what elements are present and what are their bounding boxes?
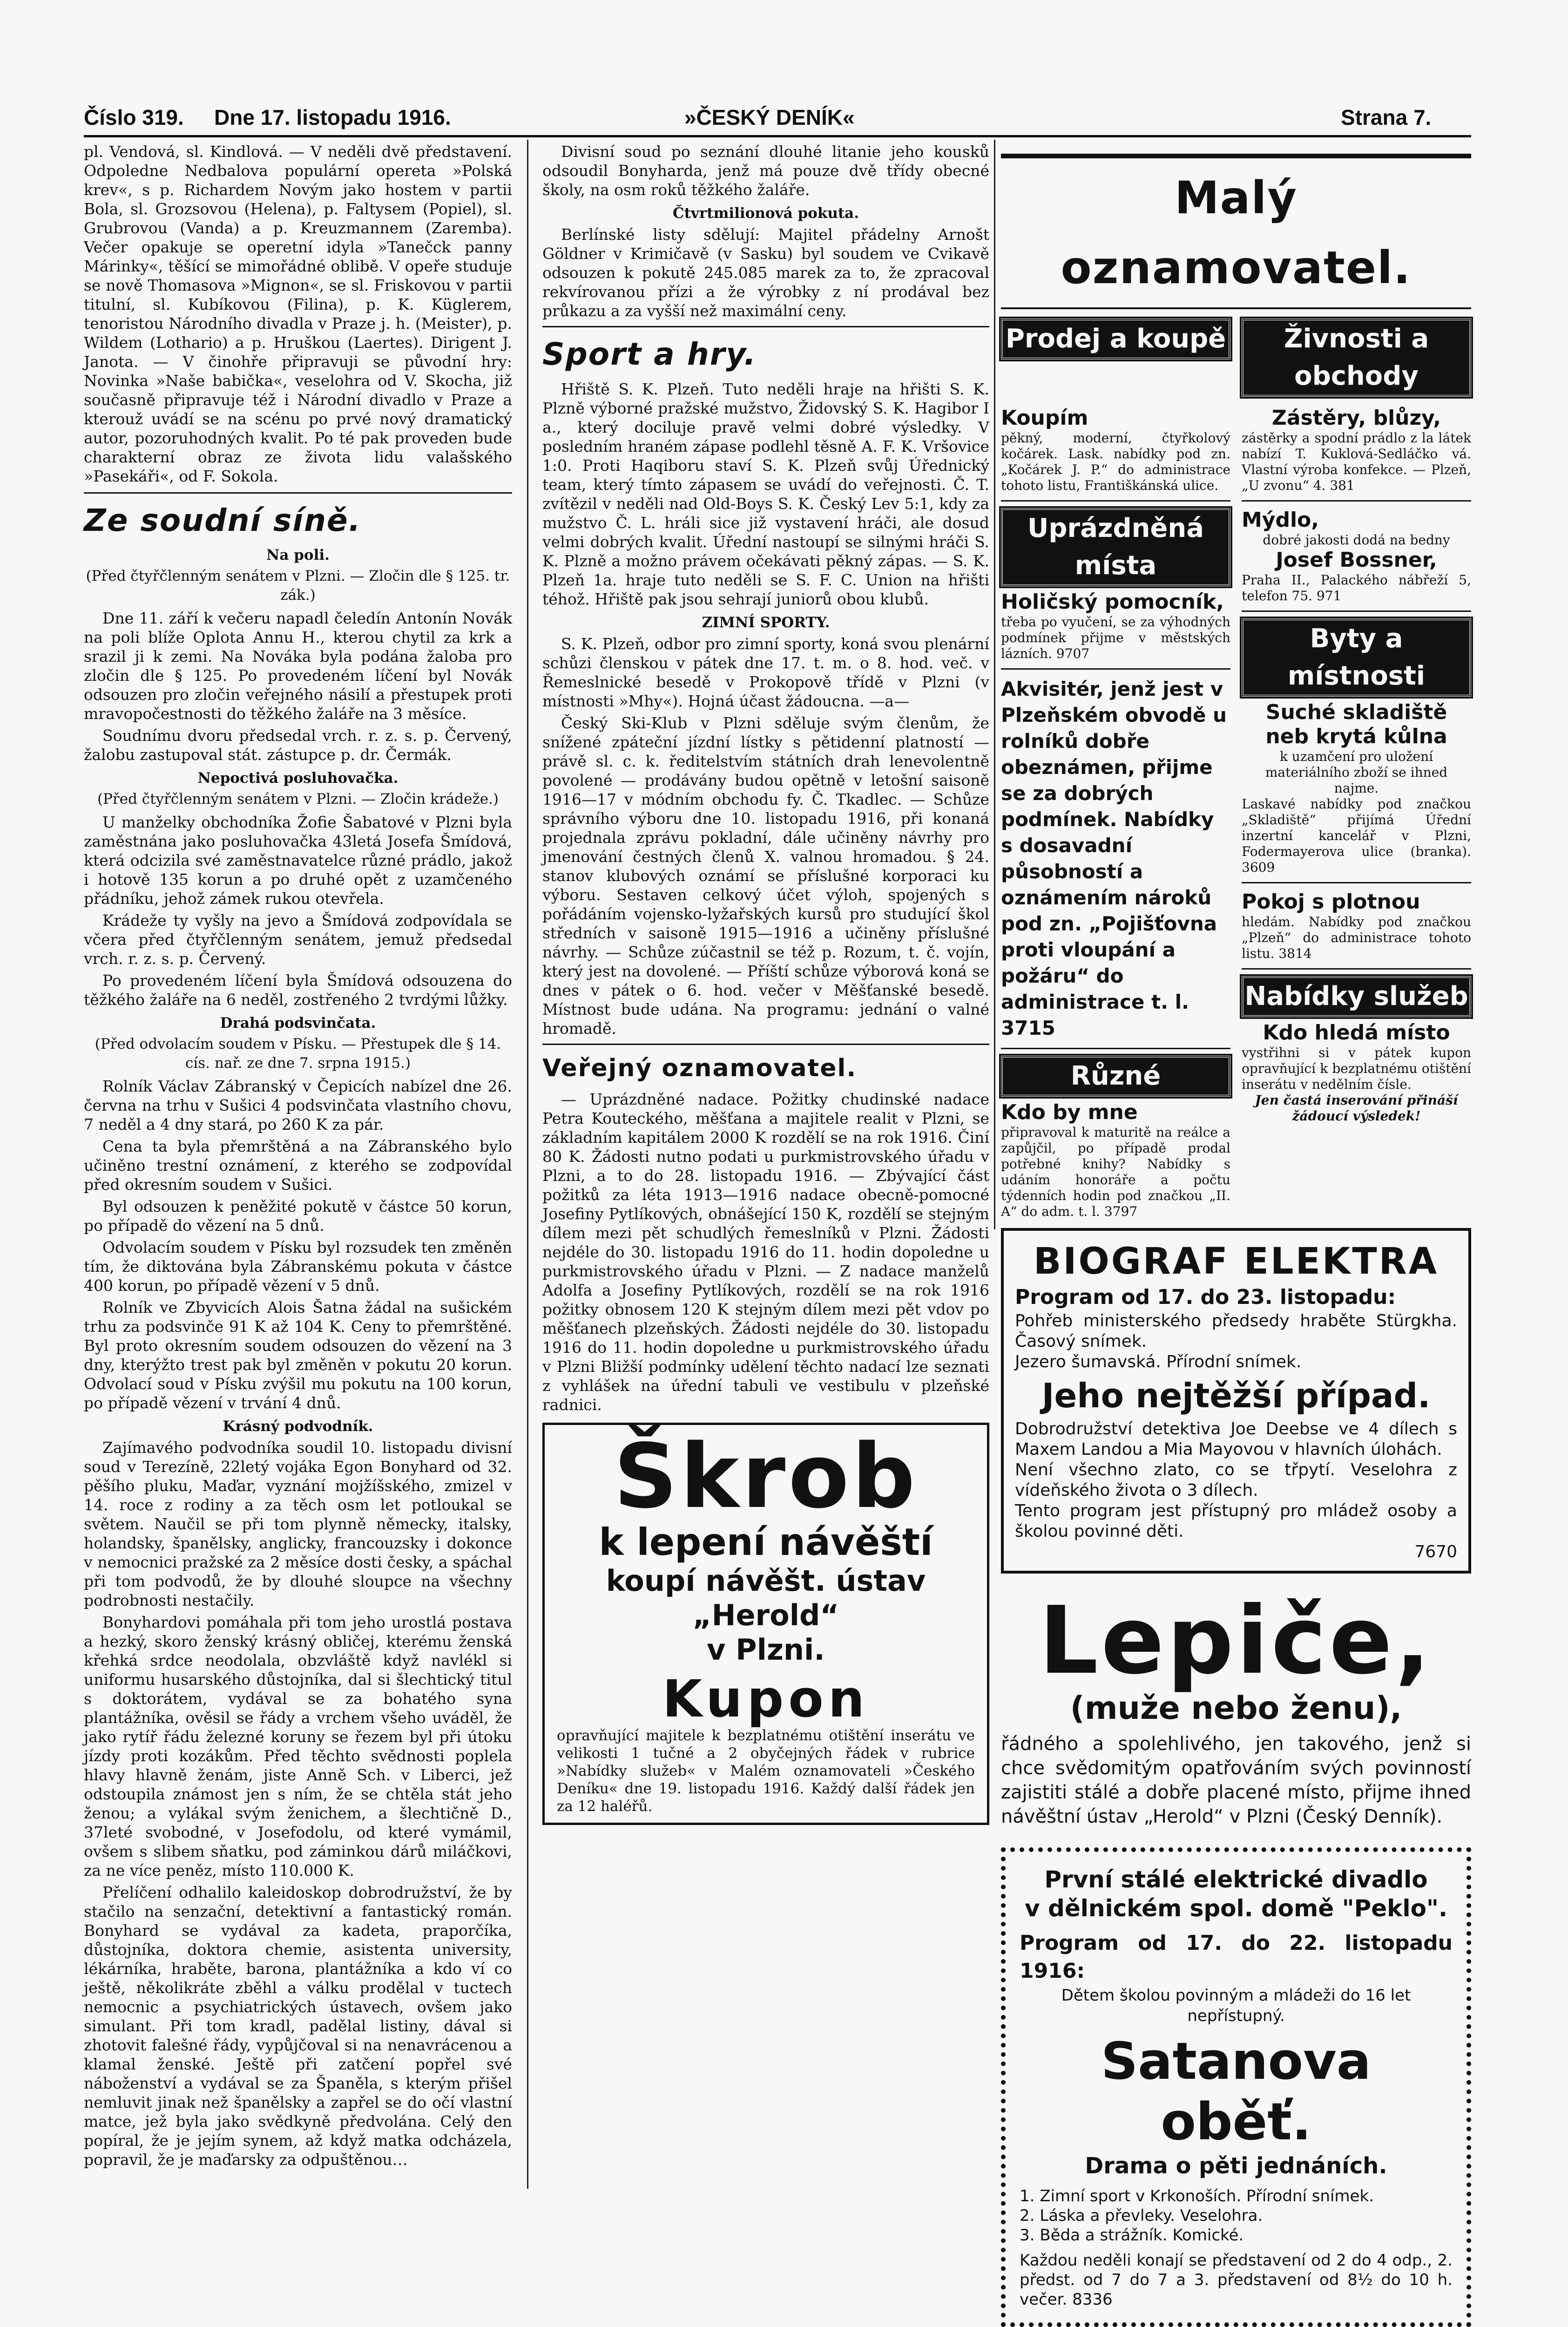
- article-text: Rolník ve Zbyvicích Alois Šatna žádal na sušickém trhu za podsvinče 91 K až 104 K. Ceny to přemrštěné. Byl proto okresním soudem odsouzen do vězení na 3 dny, kterýžto trest pak byl změněn v pokutu 20 korun. Odvolací soud v Písku zvýšil mu pokutu na 100 korun, po případě vězení v trvání 4 dnů.: [84, 1298, 512, 1412]
- lepice-title: Lepiče,: [1039, 1587, 1433, 1695]
- article-text: Berlínské listy sdělují: Majitel přádelny Arnošt Göldner v Krimičavě (v Sasku) byl soudem ve Cvikavě odsouzen k pokutě 245.085 marek za to, že zpracoval rekvírovanou přízi a že výrobky z ní prodával bez průkazu a za vyšší než maximální ceny.: [542, 225, 989, 320]
- divider: [1001, 500, 1230, 502]
- section-sport: Sport a hry.: [542, 336, 757, 372]
- category-bar: Prodej a koupě: [1001, 319, 1230, 360]
- classified-column: [1001, 406, 1230, 1220]
- header-rule: [84, 135, 1471, 137]
- article-title: Na poli.: [266, 547, 330, 563]
- divider: [1242, 882, 1471, 883]
- article-title: ZIMNÍ SPORTY.: [702, 614, 830, 631]
- article-text: Byl odsouzen k peněžité pokutě v částce 50 korun, po případě do vězení na 5 dnů.: [84, 1197, 512, 1235]
- divider: [1242, 968, 1471, 970]
- article-text: S. K. Plzeň, odbor pro zimní sporty, koná svou plenární schůzi členskou v pátek dne 17. t. m. o 8. hod. več. v Řemeslnické besedě v Prokopově třídě v Plzni (v místnosti »Mhy«). Hojná účast žádoucna. —a—: [542, 635, 989, 710]
- ad-kupon-title: Kupon: [662, 1669, 870, 1729]
- ad-heading: Josef Bossner,: [1276, 548, 1437, 572]
- ad-skrob-city: v Plzni.: [707, 1633, 825, 1667]
- article-text: Soudnímu dvoru předsedal vrch. r. z. s. p. Červený, žalobu zastupoval stát. zástupce p. dr. Čermák.: [84, 726, 512, 764]
- peklo-heading: První stálé elektrické divadlo: [1044, 1866, 1428, 1893]
- peklo-restriction: Dětem školou povinným a mládeži do 16 let nepřístupný.: [1061, 1986, 1411, 2025]
- peklo-program: Program od 17. do 22. listopadu 1916:: [1020, 1931, 1453, 1983]
- article-text: Rolník Václav Zábranský v Čepicích nabízel dne 26. června na trhu v Sušici 4 podsvinčata vlastního chovu, 7 neděl a 4 dny stará, po 260 K za pár.: [84, 1077, 512, 1133]
- peklo-list-item: 3. Běda a strážník. Komické.: [1020, 2226, 1244, 2245]
- biograf-item: Tento program jest přístupný pro mládež osoby a školou povinné děti.: [1015, 1501, 1457, 1541]
- peklo-list-item: 1. Zimní sport v Krkonoších. Přírodní snímek.: [1020, 2187, 1374, 2205]
- ad-text: Laskavé nabídky pod značkou „Skladiště“ přijímá Úřední inzertní kancelář v Plzni, Fodermayerova ulice (branka). 3609: [1242, 796, 1471, 875]
- article-title: Krásný podvodník.: [223, 1418, 373, 1435]
- biograf-feature: Jeho nejtěžší případ.: [1041, 1376, 1431, 1415]
- article-text: Přelíčení odhalilo kaleidoskop dobrodružství, že by stačilo na senzační, detektivní a fantastický román. Bonyhard se vydával za kadeta, praporčíka, důstojníka, doktora chemie, asistenta university, lékárníka, hraběte, barona, plantážníka a kdo ví co ještě, několikráte zběhl a válku prodělal v tuctech nemocnic a psychiatrických ústavech, ovšem jako simulant. Při tom kradl, padělal listiny, dával si zhotovit falešné řády, vypůjčoval si na nenavrácenou a klamal ženské. Ještě při zatčení popřel své náboženství a vydával se za Španěla, s kterým přišel nemluvit jinak než španělsky a zapřel se do očí vlastní matce, jež byla jako svědkyně předvolána. Celý den popíral, že je jejím synem, až když matka odcházela, popravil, že je maďarsky za odpuštěnou…: [84, 1883, 512, 2169]
- ad-slogan: Jen častá inserování přináší žádoucí výsledek!: [1255, 1092, 1458, 1124]
- ad-text: zástěrky a spodní prádlo z la látek nabízí T. Kuklová-Sedláčko vá. Vlastní výroba konfekce. — Plzeň, „U zvonu“ 4. 381: [1242, 430, 1471, 493]
- article-text: Bonyhardovi pomáhala při tom jeho urostlá postava a hezký, skoro ženský krásný obličej, kterému ženská křehká srdce neodolala, obzvláště když navlékl si uniformu husarského důstojníka, dal si šlechtický titul s doktorátem, vydával se za bohatého syna plantážníka, ověsil se řády a vrchem všeho uváděl, že jako rytíř řádu železné koruny se řezem byl při útoku jízdy proti kozákům. Před těchto svědnosti poplela hlavy hlavně ženám, jiste Anně Sch. v Liberci, jež odstoupila známost jen s ním, že se chtěla stát jeho ženou; a vylákal svým ženichem, a šlechtičně D., 37leté svobodné, v Josefodolu, od které vymámil, ovšem s slibem sňatku, pod záminkou dárů miláčkovi, za ne více peněz, místo 110.000 K.: [84, 1613, 512, 1879]
- category-bar: Uprázdněná místa: [1001, 508, 1230, 586]
- lepice-subtitle: (muže nebo ženu),: [1070, 1690, 1402, 1727]
- peklo-feature: Satanova oběť.: [1101, 2031, 1372, 2151]
- ad-skrob-title: Škrob: [614, 1425, 918, 1528]
- ad-text: pěkný, moderní, čtyřkolový kočárek. Lask. nabídky pod zn. „Kočárek J. P.“ do administrace tohoto listu, Františkánská ulice.: [1001, 430, 1230, 493]
- ad-text: k uzamčení pro uložení materiálního zboží se ihned najme.: [1265, 749, 1448, 796]
- divider: [1242, 611, 1471, 612]
- article-text: U manželky obchodníka Žofie Šabatové v Plzni byla zaměstnána jako posluhovačka 43letá Josefa Šmídová, která odcizila své zaměstnavatelce různé prádlo, jakož i hotově 135 korun a po druhé opět z uzamčeného přádníku, jehož zámek rukou otevřela.: [84, 813, 512, 908]
- article-text: Krádeže ty vyšly na jevo a Šmídová zodpovídala se včera před čtyřčlenným senátem, jemuž předsedal vrch. r. z. s. p. Červený.: [84, 911, 512, 968]
- peklo-footer: Každou neděli konají se představení od 2 do 4 odp., 2. předst. od 7 do 7 a 3. představení od 8½ do 10 h. večer. 8336: [1020, 2251, 1453, 2309]
- ad-text: Praha II., Palackého nábřeží 5, telefon 75. 971: [1242, 572, 1471, 604]
- article-title: Drahá podsvinčata.: [220, 1015, 376, 1031]
- divider: [542, 1044, 989, 1045]
- issue-date: Dne 17. listopadu 1916.: [214, 105, 451, 129]
- article-text: Divisní soud po seznání dlouhé litanie jeho kousků odsoudil Bonyharda, jenž má pouze dvě třídy obecné školy, na osm roků těžkého žaláře.: [542, 142, 989, 199]
- issue-number: Číslo 319.: [84, 105, 184, 129]
- ad-heading: Koupím: [1001, 406, 1088, 430]
- category-bar: Živnosti a obchody: [1242, 319, 1471, 397]
- column-divider-1: [527, 140, 528, 2189]
- ad-heading: Zástěry, blůzy,: [1271, 406, 1441, 430]
- article-title: Nepoctivá posluhovačka.: [197, 770, 399, 787]
- column-divider-2: [994, 140, 995, 1229]
- biograf-number: 7670: [1414, 1542, 1457, 1561]
- article-text: Zajímavého podvodníka soudil 10. listopadu divisní soud v Terezíně, 22letý vojáka Egon Bonyhard od 32. pěšího pluku, Maďar, vyznání mojžíšského, zmizel v 14. roce z rodiny a za těch osm let potloukal se světem. Naučil se při tom plynně německy, italsky, holandsky, španělsky, anglicky, francouzsky i dokonce v nemocnici pražské za 2 měsíce dosti česky, a spáchal při tom podvodů, že by dlouhé sloupce na všechny podrobnosti nestačily.: [84, 1438, 512, 1609]
- ad-divadlo-peklo: [1001, 1847, 1471, 2327]
- category-bar: Byty a místnosti: [1242, 618, 1471, 697]
- article-text: Český Ski-Klub v Plzni sděluje svým členům, že snížené zpáteční jízdní lístky s pětidenní platností — právě sl. c. k. ředitelstvím státních drah lenevolentně povolené — prodávány budou opětně v letošní saisoně 1916—17 v módním obchodu fy. Č. Tkadlec. — Schůze správního výboru dne 10. listopadu 1916, při konaná projednala zprávu pokladní, dále učiněny návrhy pro jmenování čestných členů X. valnou hromadou. § 24. stanov klubových oznámí se příslušné korporaci ku výboru. Sestaven celkový účet výloh, spojených s pořádáním vojensko-lyžařských kursů pro studující škol středních v saisoně 1915—1916 a učiněny příslušné návrhy. — Schůze zúčastnil se též p. Rozum, t. č. vojín, který jest na dovolené. — Příští schůze výborová koná se dnes v pátek o 6. hod. večer v Měšťanské besedě. Místnost bude udána. Na programu: jednání o valné hromadě.: [542, 714, 989, 1038]
- ad-text: připravoval k maturitě na reálce a zapůjčil, po případě prodal potřebné knihy? Nabídky s udáním honoráře a počtu týdenních hodin pod značkou „II. A“ do adm. t. l. 3797: [1001, 1125, 1230, 1219]
- article-note: (Před čtyřčlenným senátem v Plzni. — Zločin dle § 125. tr. zák.): [86, 568, 510, 604]
- biograf-item: Jezero šumavská. Přírodní snímek.: [1015, 1352, 1302, 1371]
- page-number: Strana 7.: [1341, 105, 1432, 129]
- ad-skrob-subtitle: k lepení návěští: [599, 1520, 933, 1564]
- ad-text: třeba po vyučení, se za výhodných podmínek přijme v městských lázních. 9707: [1001, 614, 1230, 661]
- divider: [1001, 668, 1230, 670]
- article-text: Po provedeném líčení byla Šmídová odsouzena do těžkého žaláře na 6 neděl, zostřeného 2 tvrdými lůžky.: [84, 971, 512, 1009]
- peklo-heading: v dělnickém spol. domě "Peklo".: [1025, 1895, 1447, 1922]
- divider: [1001, 1048, 1230, 1049]
- ad-kupon-text: opravňující majitele k bezplatnému otištění inserátu ve velikosti 1 tučné a 2 obyčejných řádek v rubrice »Nabídky služeb« v Malém oznamovateli »Českého Deníku« dne 19. listopadu 1916. Každý další řádek jen za 12 haléřů.: [557, 1727, 975, 1815]
- article-note: (Před čtyřčlenným senátem v Plzni. — Zločin krádeže.): [97, 791, 499, 807]
- ad-heading: Holičský pomocník,: [1001, 590, 1224, 614]
- ad-text: hledám. Nabídky pod značkou „Plzeň“ do administrace tohoto listu. 3814: [1242, 914, 1471, 961]
- peklo-list-item: 2. Láska a převleky. Veselohra.: [1020, 2206, 1263, 2225]
- biograf-title: BIOGRAF ELEKTRA: [1033, 1241, 1439, 1282]
- ad-skrob-buyer: koupí návěšt. ústav „Herold“: [606, 1564, 926, 1632]
- column-3: [1001, 154, 1471, 2327]
- article-text: Hřiště S. K. Plzeň. Tuto neděli hraje na hřišti S. K. Plzně výborné pražské mužstvo, Židovský S. K. Hagibor I a., který dociluje pravě velmi dobré výsledky. V posledním hraném zápase podlehl těsně A. F. K. Vršovice 1:0. Proti Haqiboru staví S. K. Plzeň svůj Úřednický team, který tímto zápasem se uvádí do veřejnosti. Č. T. zvítězil v neděli nad Old-Boys S. K. Český Lev 5:1, kdy za mužstvo Č. L. hráli sice již vystavení hráči, ale dosud velmi dobrých kvalit. Úřední nastoupí se silnými hráči S. K. Plzně a možno právem očekávati pěkný zápas. — S. K. Plzeň 1a. hraje tuto neděli se S. F. C. Union na hřišti téhož. Hřiště pak jsou sehrají juniorů obou klubů.: [542, 380, 989, 608]
- ad-lepice: [1001, 1587, 1471, 1829]
- biograf-item: Není všechno zlato, co se třpytí. Veselohra z vídeňského života o 3 dílech.: [1015, 1460, 1457, 1500]
- section-court: Ze soudní síně.: [84, 502, 361, 538]
- article-text: Dne 11. září k večeru napadl čeledín Antonín Novák na poli blíže Oplota Annu H., kterou chytil za krk a srazil ji k zemi. Na Nováka byla podána žaloba pro zločin dle § 125. Po provedeném líčení byl Novák odsouzen pro zločin veřejného násilí a přestupek proti mravopočestnosti do těžkého žaláře na 3 měsíce.: [84, 609, 512, 723]
- page-header: [84, 100, 1457, 133]
- article-title: Čtvrtmilionová pokuta.: [672, 205, 859, 222]
- biograf-item: Pohřeb ministerského předsedy hraběte Stürgkha. Časový snímek.: [1015, 1311, 1457, 1351]
- article-text: Cena ta byla přemrštěná a na Zábranského bylo učiněno trestní oznámení, z kterého se zodpovídal před okresním soudem v Sušici.: [84, 1137, 512, 1194]
- masthead: »ČESKÝ DENÍK«: [684, 105, 855, 129]
- ad-heading: Pokoj s plotnou: [1242, 890, 1420, 914]
- classified-column: [1242, 406, 1471, 1220]
- ad-text: dobré jakosti dodá na bedny: [1263, 532, 1450, 548]
- ad-heading: Mýdlo,: [1242, 508, 1319, 532]
- divider: [84, 492, 512, 494]
- category-bar: Nabídky služeb: [1242, 976, 1471, 1017]
- classifieds-row: [1001, 406, 1471, 1220]
- divider: [542, 326, 989, 327]
- biograf-program: Program od 17. do 23. listopadu:: [1015, 1285, 1396, 1309]
- section-public-notices: Veřejný oznamovatel.: [542, 1054, 857, 1082]
- column-1: [84, 142, 512, 2172]
- peklo-list: [1020, 2186, 1453, 2245]
- classifieds-row: [1001, 319, 1471, 400]
- article-text: — Uprázdněné nadace. Požitky chudinské nadace Petra Kouteckého, měšťana a majitele realit v Plzni, se základním kapitálem 2000 K rozdělí se na rok 1916. Činí 80 K. Žádosti nutno podati u purkmistrovského úřadu v Plzni, a to do 28. listopadu 1916. — Zbývající část požitků za léta 1913—1916 nadace obecně-pomocné Josefiny Pytlíkových, obnášející 150 K, rozdělí se stejným dílem mezi pět schudlých řemeslníků v Plzni. Žádosti nejdéle do 30. listopadu 1916 do 11. hodin dopoledne u purkmistrovského úřadu v Plzni. — Z nadace manželů Adolfa a Josefiny Pytlíkových, rozdělí se na rok 1916 požitky obnosem 120 K stejným dílem mezi pět vdov po měšťanech plzeňských. Žádosti nejdéle do 30. listopadu 1916 do 11. hodin dopoledne u purkmistrovského úřadu v Plzni Bližší podmínky udělení těchto nadací lze seznati z vyhlášek na úřední tabuli ve vestibulu v plzeňské radnici.: [542, 1090, 989, 1414]
- ad-skrob: [542, 1423, 989, 1825]
- classifieds-header: Malý oznamovatel.: [1001, 154, 1471, 309]
- ad-heading: Kdo by mne: [1001, 1100, 1138, 1124]
- article-text: Odvolacím soudem v Písku byl rozsudek ten změněn tím, že diktována byla Zábranskému pokuta v částce 400 korun, po případě vězení v 5 dnů.: [84, 1238, 512, 1295]
- theatre-article: pl. Vendová, sl. Kindlová. — V neděli dvě představení. Odpoledne Nedbalova populární opereta »Polská krev«, s p. Richardem Novým jako hostem v partii Bola, sl. Grozsovou (Helena), p. Faltysem (Popiel), sl. Grubrovou (Vanda) a p. Kreuzmannem (Zaremba). Večer opakuje se operetní idyla »Tanečck panny Márinky«, těšící se mimořádné oblibě. V opeře studuje se nově Thomasova »Mignon«, se sl. Friskovou v partii titulní, sl. Kubíkovou (Filina), p. K. Küglerem, tenoristou Národního divadla v Praze j. h. (Meister), p. Wildem (Lothario) a p. Hruškou (Laertes). Dirigent J. Janota. — V činohře připravuji se původní hry: Novinka »Naše babička«, veselohra od V. Skocha, již současně připravuje též i Národní divadlo v Praze a kterouž uvádí se na scénu po prvé nový dramatický autor, pozoruhodných kvalit. Po té pak proveden bude charakterní obraz ze života lidu valašského »Pasekáři«, od F. Sokola.: [84, 142, 512, 485]
- ad-heading: Kdo hledá místo: [1263, 1021, 1450, 1045]
- article-note: (Před odvolacím soudem v Písku. — Přestupek dle § 14. cís. nař. ze dne 7. srpna 1915.): [95, 1036, 501, 1072]
- ad-biograf-elektra: [1001, 1228, 1471, 1574]
- category-bar: Různé: [1001, 1056, 1230, 1097]
- peklo-feature-subtitle: Drama o pěti jednáních.: [1085, 2153, 1387, 2179]
- divider: [1242, 500, 1471, 502]
- lepice-text: řádného a spolehlivého, jen takového, jenž si chce svědomitým opatřováním svých povinností zajistiti stálé a dobře placené místo, přijme ihned návěštní ústav „Herold“ v Plzni (Český Denník).: [1001, 1733, 1471, 1827]
- column-2: [542, 142, 989, 1825]
- ad-akvisiter: Akvisitér, jenž jest v Plzeňském obvodě u rolníků dobře obeznámen, přijme se za dobrých podmínek. Nabídky s dosavadní působností a oznámením nároků pod zn. „Pojišťovna proti vloupání a požáru“ do administrace t. l. 3715: [1001, 678, 1227, 1039]
- ad-text: vystřihni si v pátek kupon opravňující k bezplatnému otištění inserátu v nedělním čísle.: [1242, 1045, 1471, 1092]
- biograf-item: Dobrodružství detektiva Joe Deebse ve 4 dílech s Maxem Landou a Mia Mayovou v hlavních úlohách.: [1015, 1419, 1457, 1459]
- ad-heading: Suché skladiště neb krytá kůlna: [1265, 700, 1447, 748]
